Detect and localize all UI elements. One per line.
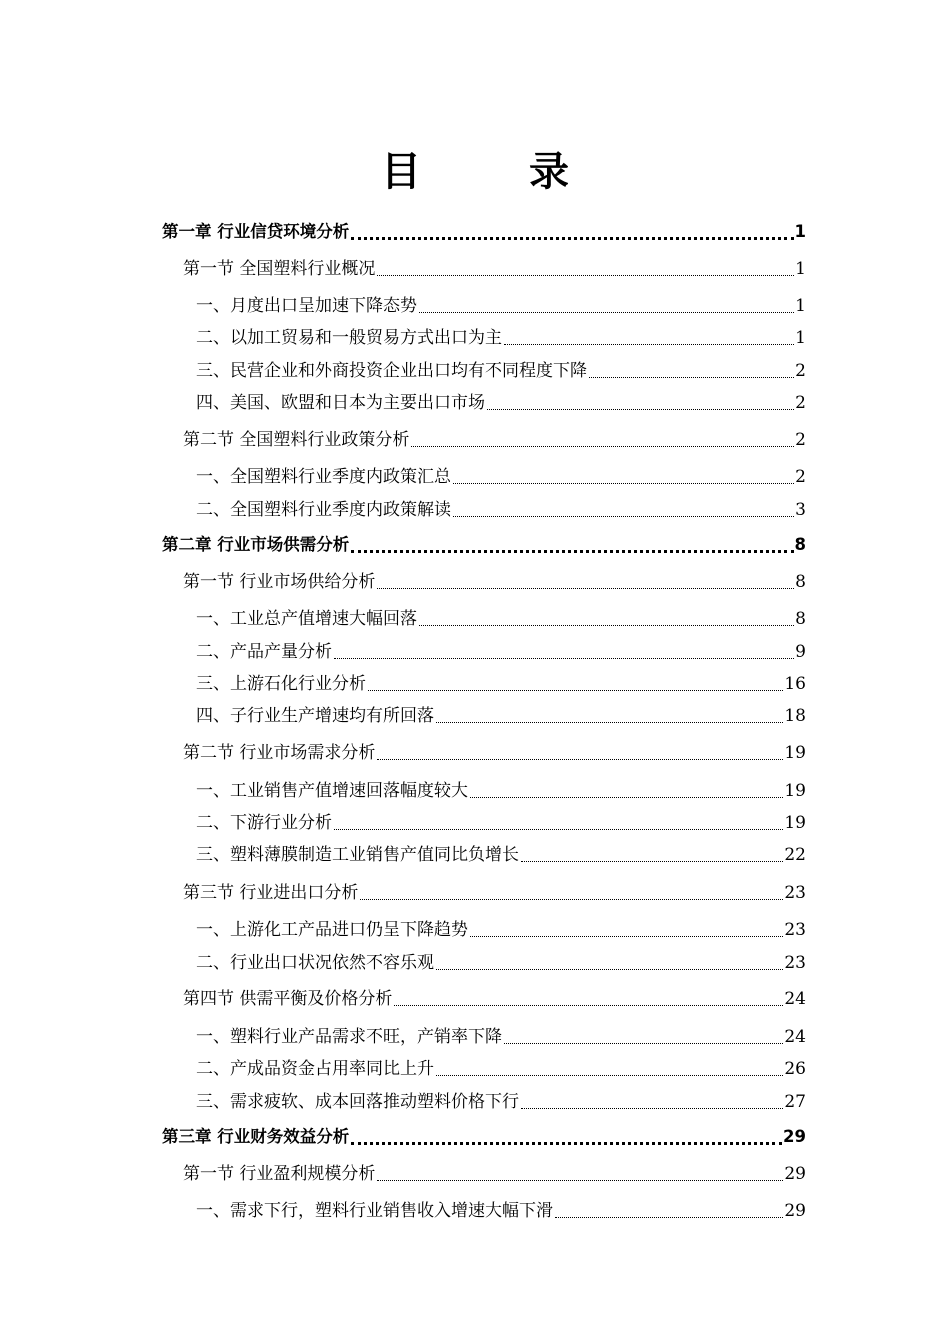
dot-leader [504, 344, 794, 345]
toc-page-number: 29 [784, 1164, 806, 1184]
toc-page-number: 8 [795, 572, 806, 592]
toc-entry-text: 第二章 行业市场供需分析 [162, 535, 350, 554]
toc-page-number: 23 [784, 953, 806, 973]
toc-entry[interactable] [183, 880, 806, 906]
dot-leader [453, 516, 794, 517]
dot-leader [368, 690, 783, 691]
toc-entry-text: 一、工业总产值增速大幅回落 [196, 609, 417, 629]
toc-entry[interactable] [196, 1024, 806, 1050]
toc-entry-text: 二、下游行业分析 [196, 813, 332, 833]
toc-entry-text: 第二节 行业市场需求分析 [183, 743, 376, 763]
toc-entry[interactable] [196, 293, 806, 319]
toc-entry-text: 三、塑料薄膜制造工业销售产值同比负增长 [196, 845, 519, 865]
toc-page-number: 24 [784, 1027, 806, 1047]
toc-entry-text: 第一节 行业盈利规模分析 [183, 1164, 376, 1184]
toc-page-number: 2 [795, 430, 806, 450]
toc-entry[interactable] [183, 256, 806, 282]
toc-entry[interactable] [196, 950, 806, 976]
toc-page-number: 9 [795, 642, 806, 662]
toc-entry-text: 一、需求下行，塑料行业销售收入增速大幅下滑 [196, 1201, 553, 1221]
toc-entry-text: 一、工业销售产值增速回落幅度较大 [196, 781, 468, 801]
dot-leader [504, 1043, 783, 1044]
toc-entry[interactable] [196, 778, 806, 804]
toc-entry-text: 一、月度出口呈加速下降态势 [196, 296, 417, 316]
toc-entry-text: 一、上游化工产品进口仍呈下降趋势 [196, 920, 468, 940]
toc-entry[interactable] [196, 1198, 806, 1224]
toc-entry-text: 四、美国、欧盟和日本为主要出口市场 [196, 393, 485, 413]
toc-page-number: 22 [784, 845, 806, 865]
toc-entry-text: 第一章 行业信贷环境分析 [162, 222, 350, 241]
toc-page-number: 26 [784, 1059, 806, 1079]
dot-leader [419, 625, 794, 626]
toc-entry-text: 三、民营企业和外商投资企业出口均有不同程度下降 [196, 361, 587, 381]
toc-entry[interactable] [196, 464, 806, 490]
toc-entry[interactable] [196, 639, 806, 665]
toc-page-number: 8 [794, 535, 806, 554]
toc-entry-text: 一、塑料行业产品需求不旺，产销率下降 [196, 1027, 502, 1047]
toc-entry[interactable] [183, 986, 806, 1012]
dot-leader [470, 936, 783, 937]
toc-entry[interactable] [196, 671, 806, 697]
dot-leader [453, 483, 794, 484]
toc-page-number: 23 [784, 883, 806, 903]
toc-entry-text: 二、行业出口状况依然不容乐观 [196, 953, 434, 973]
dot-leader [377, 759, 783, 760]
dot-leader [351, 1142, 782, 1145]
page-title: 目 录 [381, 149, 603, 195]
toc-page-number: 19 [784, 743, 806, 763]
toc-page-number: 1 [795, 259, 806, 279]
dot-leader [521, 861, 783, 862]
dot-leader [360, 899, 783, 900]
dot-leader [334, 829, 783, 830]
dot-leader [419, 312, 794, 313]
toc-page-number: 19 [784, 813, 806, 833]
dot-leader [377, 275, 794, 276]
dot-leader [436, 969, 783, 970]
dot-leader [555, 1217, 783, 1218]
toc-page-number: 2 [795, 361, 806, 381]
toc-page-number: 29 [783, 1127, 806, 1146]
toc-entry[interactable] [196, 1089, 806, 1115]
dot-leader [436, 1075, 783, 1076]
toc-page-number: 8 [795, 609, 806, 629]
toc-page-number: 1 [795, 296, 806, 316]
toc-entry-text: 三、需求疲软、成本回落推动塑料价格下行 [196, 1092, 519, 1112]
dot-leader [377, 588, 794, 589]
toc-entry[interactable] [183, 427, 806, 453]
toc-entry[interactable] [162, 219, 806, 245]
toc-entry-text: 二、产成品资金占用率同比上升 [196, 1059, 434, 1079]
dot-leader [351, 237, 793, 240]
toc-entry-text: 一、全国塑料行业季度内政策汇总 [196, 467, 451, 487]
toc-entry-text: 第一节 行业市场供给分析 [183, 572, 376, 592]
toc-page-number: 2 [795, 393, 806, 413]
toc-page-number: 23 [784, 920, 806, 940]
toc-page-number: 18 [784, 706, 806, 726]
toc-entry[interactable] [196, 842, 806, 868]
toc-entry[interactable] [162, 532, 806, 558]
toc-page-number: 29 [784, 1201, 806, 1221]
toc-page-number: 1 [795, 328, 806, 348]
toc-entry-text: 二、以加工贸易和一般贸易方式出口为主 [196, 328, 502, 348]
toc-entry[interactable] [196, 810, 806, 836]
toc-entry-text: 二、产品产量分析 [196, 642, 332, 662]
dot-leader [334, 658, 794, 659]
toc-entry[interactable] [196, 390, 806, 416]
toc-entry[interactable] [196, 497, 806, 523]
toc-page-number: 3 [795, 500, 806, 520]
toc-page-number: 2 [795, 467, 806, 487]
toc-entry[interactable] [183, 740, 806, 766]
dot-leader [411, 446, 794, 447]
toc-entry[interactable] [196, 325, 806, 351]
toc-entry-text: 三、上游石化行业分析 [196, 674, 366, 694]
dot-leader [394, 1005, 783, 1006]
toc-entry[interactable] [196, 606, 806, 632]
toc-page-number: 24 [784, 989, 806, 1009]
toc-entry-text: 二、全国塑料行业季度内政策解读 [196, 500, 451, 520]
toc-page-number: 27 [784, 1092, 806, 1112]
toc-entry[interactable] [183, 1161, 806, 1187]
toc-entry[interactable] [196, 703, 806, 729]
dot-leader [377, 1180, 783, 1181]
toc-entry-text: 第一节 全国塑料行业概况 [183, 259, 376, 279]
toc-entry[interactable] [196, 1056, 806, 1082]
toc-entry-text: 第四节 供需平衡及价格分析 [183, 989, 393, 1009]
toc-entry[interactable] [196, 358, 806, 384]
toc-entry[interactable] [196, 917, 806, 943]
dot-leader [487, 409, 794, 410]
dot-leader [436, 722, 783, 723]
dot-leader [521, 1108, 783, 1109]
toc-page-number: 19 [784, 781, 806, 801]
toc-page-number: 16 [784, 674, 806, 694]
toc-page-number: 1 [794, 222, 806, 241]
dot-leader [351, 550, 793, 553]
toc-entry-text: 第三节 行业进出口分析 [183, 883, 359, 903]
toc-entry-text: 四、子行业生产增速均有所回落 [196, 706, 434, 726]
toc-entry-text: 第三章 行业财务效益分析 [162, 1127, 350, 1146]
dot-leader [589, 377, 794, 378]
toc-entry-text: 第二节 全国塑料行业政策分析 [183, 430, 410, 450]
toc-entry[interactable] [162, 1124, 806, 1150]
dot-leader [470, 797, 783, 798]
toc-entry[interactable] [183, 569, 806, 595]
